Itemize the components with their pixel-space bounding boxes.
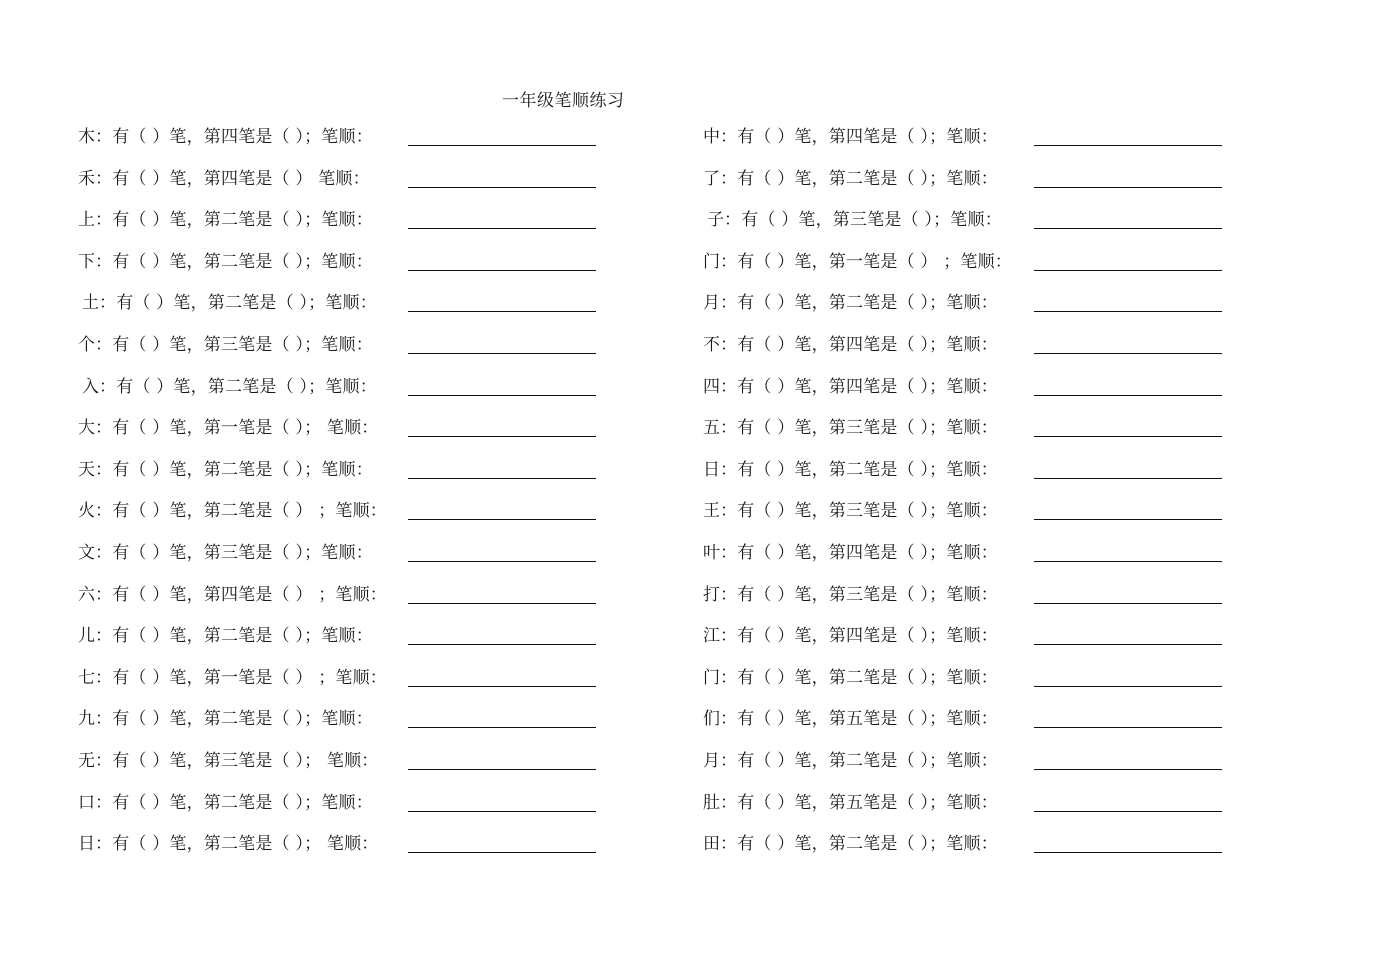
question-text: ：有（ ）笔，第一笔是（ ）； 笔顺：: [95, 418, 379, 439]
exercise-row: [703, 665, 1012, 707]
target-character: 火: [78, 501, 95, 522]
exercise-row: [78, 124, 387, 166]
target-character: 土: [82, 293, 99, 314]
target-character: 肚: [703, 792, 720, 813]
question-text: ：有（ ）笔，第二笔是（ ）；笔顺：: [95, 626, 373, 647]
stroke-order-answer-line[interactable]: [408, 270, 596, 271]
target-character: 无: [78, 750, 95, 771]
target-character: 口: [78, 792, 95, 813]
question-text: ：有（ ）笔，第二笔是（ ）；笔顺：: [95, 459, 373, 480]
question-text: ：有（ ）笔，第五笔是（ ）；笔顺：: [720, 709, 998, 730]
question-text: ：有（ ）笔，第五笔是（ ）；笔顺：: [720, 792, 998, 813]
exercise-row: [78, 207, 387, 249]
stroke-order-answer-line[interactable]: [1034, 270, 1222, 271]
exercise-row: [703, 831, 1012, 873]
target-character: 天: [78, 459, 95, 480]
question-text: ：有（ ）笔，第二笔是（ ）；笔顺：: [720, 459, 998, 480]
question-text: ：有（ ）笔，第二笔是（ ）；笔顺：: [95, 251, 373, 272]
question-text: ：有（ ）笔，第四笔是（ ）；笔顺：: [720, 334, 998, 355]
exercise-row: [78, 748, 387, 790]
exercise-row: [703, 457, 1012, 499]
stroke-order-answer-line[interactable]: [408, 395, 596, 396]
stroke-order-answer-line[interactable]: [1034, 727, 1222, 728]
exercise-row: [78, 623, 387, 665]
question-text: ：有（ ）笔，第三笔是（ ）； 笔顺：: [95, 750, 379, 771]
stroke-order-answer-line[interactable]: [1034, 644, 1222, 645]
question-text: ：有（ ）笔，第四笔是（ ）；笔顺：: [720, 127, 998, 147]
target-character: 四: [703, 376, 720, 397]
question-text: ：有（ ）笔，第三笔是（ ）；笔顺：: [724, 210, 1002, 231]
exercise-row: [703, 332, 1012, 374]
worksheet-title: 一年级笔顺练习: [502, 91, 625, 111]
target-character: 中: [703, 127, 720, 147]
target-character: 禾: [78, 168, 95, 189]
question-text: ：有（ ）笔，第三笔是（ ）；笔顺：: [720, 501, 998, 522]
stroke-order-answer-line[interactable]: [408, 353, 596, 354]
question-text: ：有（ ）笔，第二笔是（ ）；笔顺：: [720, 750, 998, 771]
stroke-order-answer-line[interactable]: [1034, 436, 1222, 437]
question-text: ：有（ ）笔，第二笔是（ ）； 笔顺：: [95, 834, 379, 855]
stroke-order-answer-line[interactable]: [1034, 603, 1222, 604]
target-character: 月: [703, 293, 720, 314]
exercise-row: [703, 249, 1012, 291]
stroke-order-answer-line[interactable]: [1034, 228, 1222, 229]
question-text: ：有（ ）笔，第一笔是（ ） ；笔顺：: [720, 251, 1013, 272]
target-character: 木: [78, 127, 95, 147]
exercise-row: [703, 790, 1012, 832]
exercise-row: [703, 124, 1012, 166]
target-character: 门: [703, 251, 720, 272]
exercise-row: [78, 790, 387, 832]
exercise-row: [78, 457, 387, 499]
target-character: 了: [703, 168, 720, 189]
right-column: [703, 124, 1012, 873]
stroke-order-answer-line[interactable]: [408, 519, 596, 520]
question-text: ：有（ ）笔，第二笔是（ ）；笔顺：: [720, 834, 998, 855]
exercise-row: [703, 748, 1012, 790]
target-character: 门: [703, 667, 720, 688]
stroke-order-answer-line[interactable]: [408, 228, 596, 229]
stroke-order-answer-line[interactable]: [1034, 145, 1222, 146]
stroke-order-answer-line[interactable]: [408, 727, 596, 728]
stroke-order-answer-line[interactable]: [408, 811, 596, 812]
question-text: ：有（ ）笔，第三笔是（ ）；笔顺：: [95, 542, 373, 563]
question-text: ：有（ ）笔，第四笔是（ ） ；笔顺：: [95, 584, 388, 605]
stroke-order-answer-line[interactable]: [408, 603, 596, 604]
target-character: 田: [703, 834, 720, 855]
stroke-order-answer-line[interactable]: [1034, 353, 1222, 354]
left-column: [78, 124, 387, 873]
stroke-order-answer-line[interactable]: [408, 436, 596, 437]
target-character: 七: [78, 667, 95, 688]
exercise-row: [78, 831, 387, 873]
target-character: 五: [703, 418, 720, 439]
target-character: 日: [703, 459, 720, 480]
stroke-order-answer-line[interactable]: [408, 311, 596, 312]
stroke-order-answer-line[interactable]: [1034, 686, 1222, 687]
target-character: 下: [78, 251, 95, 272]
target-character: 个: [78, 334, 95, 355]
stroke-order-answer-line[interactable]: [1034, 478, 1222, 479]
question-text: ：有（ ）笔，第四笔是（ ） 笔顺：: [95, 168, 370, 189]
exercise-row: [703, 415, 1012, 457]
exercise-row: [703, 706, 1012, 748]
target-character: 六: [78, 584, 95, 605]
stroke-order-answer-line[interactable]: [1034, 187, 1222, 188]
target-character: 们: [703, 709, 720, 730]
target-character: 月: [703, 750, 720, 771]
exercise-row: [78, 540, 387, 582]
target-character: 江: [703, 626, 720, 647]
target-character: 上: [78, 210, 95, 231]
stroke-order-answer-line[interactable]: [1034, 769, 1222, 770]
question-text: ：有（ ）笔，第二笔是（ ）；笔顺：: [95, 792, 373, 813]
stroke-order-answer-line[interactable]: [408, 145, 596, 146]
question-text: ：有（ ）笔，第二笔是（ ）；笔顺：: [720, 667, 998, 688]
exercise-row: [703, 540, 1012, 582]
question-text: ：有（ ）笔，第三笔是（ ）；笔顺：: [95, 334, 373, 355]
exercise-row: [78, 415, 387, 457]
exercise-row: [78, 665, 387, 707]
exercise-row: [78, 706, 387, 748]
question-text: ：有（ ）笔，第四笔是（ ）；笔顺：: [720, 542, 998, 563]
stroke-order-answer-line[interactable]: [408, 852, 596, 853]
question-text: ：有（ ）笔，第一笔是（ ） ；笔顺：: [95, 667, 388, 688]
stroke-order-answer-line[interactable]: [1034, 519, 1222, 520]
stroke-order-answer-line[interactable]: [1034, 852, 1222, 853]
target-character: 文: [78, 542, 95, 563]
target-character: 儿: [78, 626, 95, 647]
target-character: 日: [78, 834, 95, 855]
stroke-order-answer-line[interactable]: [1034, 811, 1222, 812]
exercise-row: [703, 582, 1012, 624]
exercise-row: [703, 374, 1012, 416]
target-character: 打: [703, 584, 720, 605]
question-text: ：有（ ）笔，第二笔是（ ）；笔顺：: [99, 293, 377, 314]
stroke-order-answer-line[interactable]: [408, 644, 596, 645]
stroke-order-answer-line[interactable]: [408, 561, 596, 562]
target-character: 大: [78, 418, 95, 439]
exercise-row: [78, 582, 387, 624]
stroke-order-answer-line[interactable]: [1034, 311, 1222, 312]
stroke-order-answer-line[interactable]: [408, 478, 596, 479]
stroke-order-answer-line[interactable]: [1034, 395, 1222, 396]
stroke-order-answer-line[interactable]: [408, 686, 596, 687]
stroke-order-answer-line[interactable]: [1034, 561, 1222, 562]
exercise-row: [703, 207, 1012, 249]
question-text: ：有（ ）笔，第二笔是（ ）；笔顺：: [99, 376, 377, 397]
question-text: ：有（ ）笔，第三笔是（ ）；笔顺：: [720, 584, 998, 605]
exercise-row: [78, 290, 387, 332]
target-character: 不: [703, 334, 720, 355]
exercise-row: [78, 498, 387, 540]
question-text: ：有（ ）笔，第四笔是（ ）；笔顺：: [720, 376, 998, 397]
question-text: ：有（ ）笔，第三笔是（ ）；笔顺：: [720, 418, 998, 439]
target-character: 九: [78, 709, 95, 730]
target-character: 子: [707, 210, 724, 231]
stroke-order-answer-line[interactable]: [408, 769, 596, 770]
exercise-row: [703, 623, 1012, 665]
question-text: ：有（ ）笔，第四笔是（ ）；笔顺：: [95, 127, 373, 147]
question-text: ：有（ ）笔，第二笔是（ ）；笔顺：: [95, 709, 373, 730]
target-character: 叶: [703, 542, 720, 563]
stroke-order-answer-line[interactable]: [408, 187, 596, 188]
question-text: ：有（ ）笔，第四笔是（ ）；笔顺：: [720, 626, 998, 647]
question-text: ：有（ ）笔，第二笔是（ ）；笔顺：: [720, 168, 998, 189]
exercise-row: [78, 249, 387, 291]
exercise-row: [703, 166, 1012, 208]
target-character: 王: [703, 501, 720, 522]
question-text: ：有（ ）笔，第二笔是（ ）；笔顺：: [95, 210, 373, 231]
exercise-row: [78, 374, 387, 416]
target-character: 入: [82, 376, 99, 397]
question-text: ：有（ ）笔，第二笔是（ ）；笔顺：: [720, 293, 998, 314]
exercise-row: [703, 290, 1012, 332]
exercise-row: [703, 498, 1012, 540]
question-text: ：有（ ）笔，第二笔是（ ） ；笔顺：: [95, 501, 388, 522]
exercise-row: [78, 332, 387, 374]
exercise-row: [78, 166, 387, 208]
